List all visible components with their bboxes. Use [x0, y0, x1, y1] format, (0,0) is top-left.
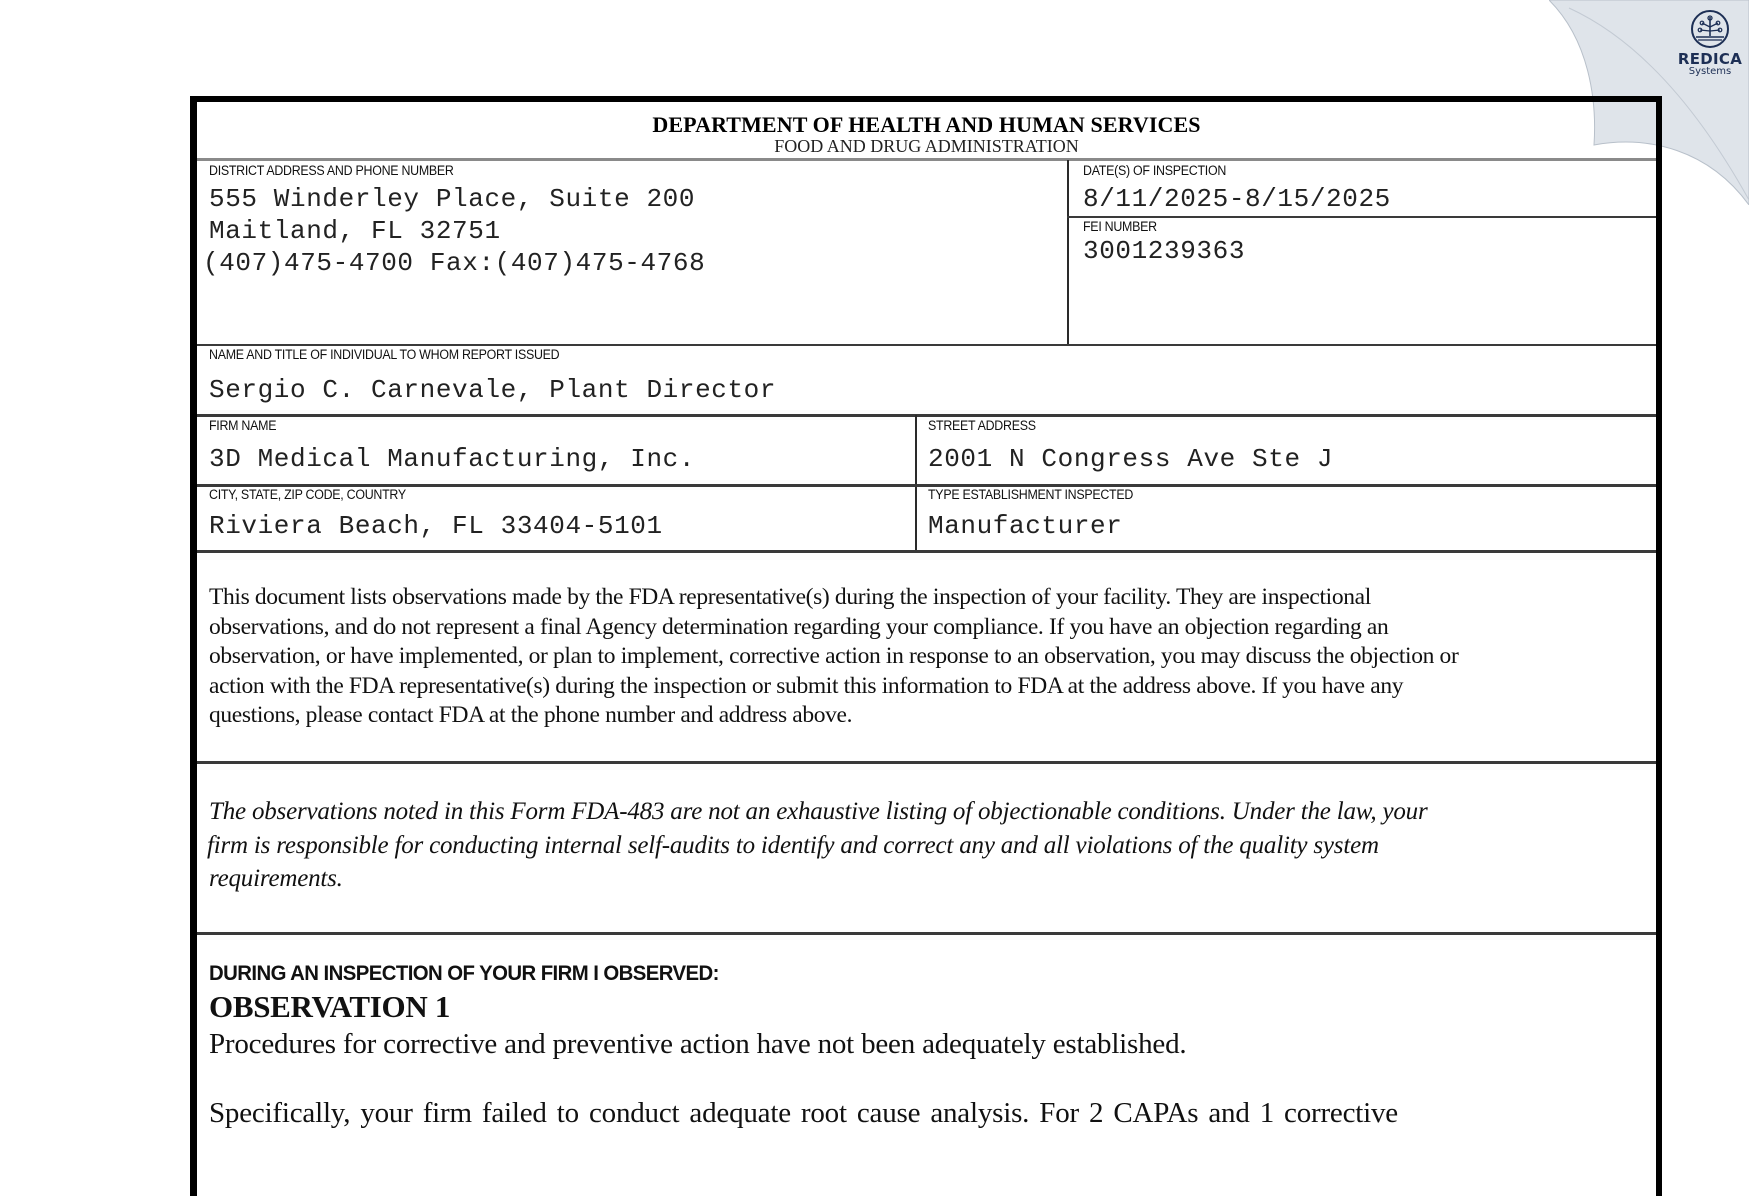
watermark-brand: REDICA	[1677, 50, 1743, 68]
agency-subtitle: FOOD AND DRUG ADMINISTRATION	[774, 136, 1079, 156]
disclaimer-line: The observations noted in this Form FDA-483 are not an exhaustive listing of objectionable conditions. Under the law, your	[209, 798, 1428, 825]
establishment-type: Manufacturer	[928, 511, 1123, 541]
notice-line: questions, please contact FDA at the phone number and address above.	[209, 702, 853, 728]
district-line-2: Maitland, FL 32751	[209, 216, 501, 246]
divider	[1067, 160, 1069, 344]
street-address: 2001 N Congress Ave Ste J	[928, 444, 1334, 474]
firm-name-label: FIRM NAME	[209, 418, 277, 433]
type-label: TYPE ESTABLISHMENT INSPECTED	[928, 487, 1134, 502]
watermark-sub: Systems	[1688, 66, 1732, 77]
notice-paragraph	[209, 583, 1654, 731]
divider	[197, 484, 1656, 487]
tree-network-icon	[1690, 9, 1730, 49]
firm-name: 3D Medical Manufacturing, Inc.	[209, 444, 696, 474]
notice-line: This document lists observations made by the FDA representative(s) during the inspection of your facility. They are inspectional	[209, 584, 1371, 610]
divider	[197, 158, 1656, 161]
notice-line: observation, or have implemented, or plan to implement, corrective action in response to an observation, you may discuss the objection or	[209, 643, 1459, 669]
disclaimer-line: requirements.	[209, 865, 343, 892]
divider	[197, 550, 1656, 553]
disclaimer-line: firm is responsible for conducting internal self-audits to identify and correct any and all violations of the quality system	[207, 831, 1379, 859]
district-phone: (407)475-4700 Fax:(407)475-4768	[203, 248, 706, 278]
district-label: DISTRICT ADDRESS AND PHONE NUMBER	[209, 163, 454, 178]
fda-483-form	[190, 96, 1662, 1196]
observation-detail: Specifically, your firm failed to conduct adequate root cause analysis. For 2 CAPAs and 1 corrective	[209, 1097, 1398, 1129]
city-state-zip: Riviera Beach, FL 33404-5101	[209, 511, 663, 541]
divider	[197, 932, 1656, 935]
dates-label: DATE(S) OF INSPECTION	[1083, 163, 1227, 178]
recipient-name: Sergio C. Carnevale, Plant Director	[209, 375, 777, 405]
divider	[197, 761, 1656, 764]
recipient-label: NAME AND TITLE OF INDIVIDUAL TO WHOM REPORT ISSUED	[209, 347, 560, 362]
observations-intro: DURING AN INSPECTION OF YOUR FIRM I OBSERVED:	[209, 962, 719, 985]
notice-line: action with the FDA representative(s) during the inspection or submit this information to FDA at the address above. If you have any	[209, 672, 1404, 699]
district-line-1: 555 Winderley Place, Suite 200	[209, 184, 696, 214]
notice-line: observations, and do not represent a final Agency determination regarding your compliance. If you have an objection regarding an	[209, 613, 1389, 640]
observation-summary: Procedures for corrective and preventive action have not been adequately established.	[209, 1028, 1187, 1060]
disclaimer-paragraph	[209, 795, 1654, 896]
divider	[1067, 216, 1656, 218]
street-label: STREET ADDRESS	[928, 418, 1036, 433]
inspection-dates: 8/11/2025-8/15/2025	[1083, 184, 1391, 214]
fei-label: FEI NUMBER	[1083, 219, 1157, 234]
observation-title: OBSERVATION 1	[209, 989, 451, 1024]
department-title: DEPARTMENT OF HEALTH AND HUMAN SERVICES	[652, 112, 1201, 137]
divider	[197, 414, 1656, 417]
fei-number: 3001239363	[1083, 236, 1246, 266]
divider	[197, 344, 1656, 346]
city-label: CITY, STATE, ZIP CODE, COUNTRY	[209, 487, 406, 502]
